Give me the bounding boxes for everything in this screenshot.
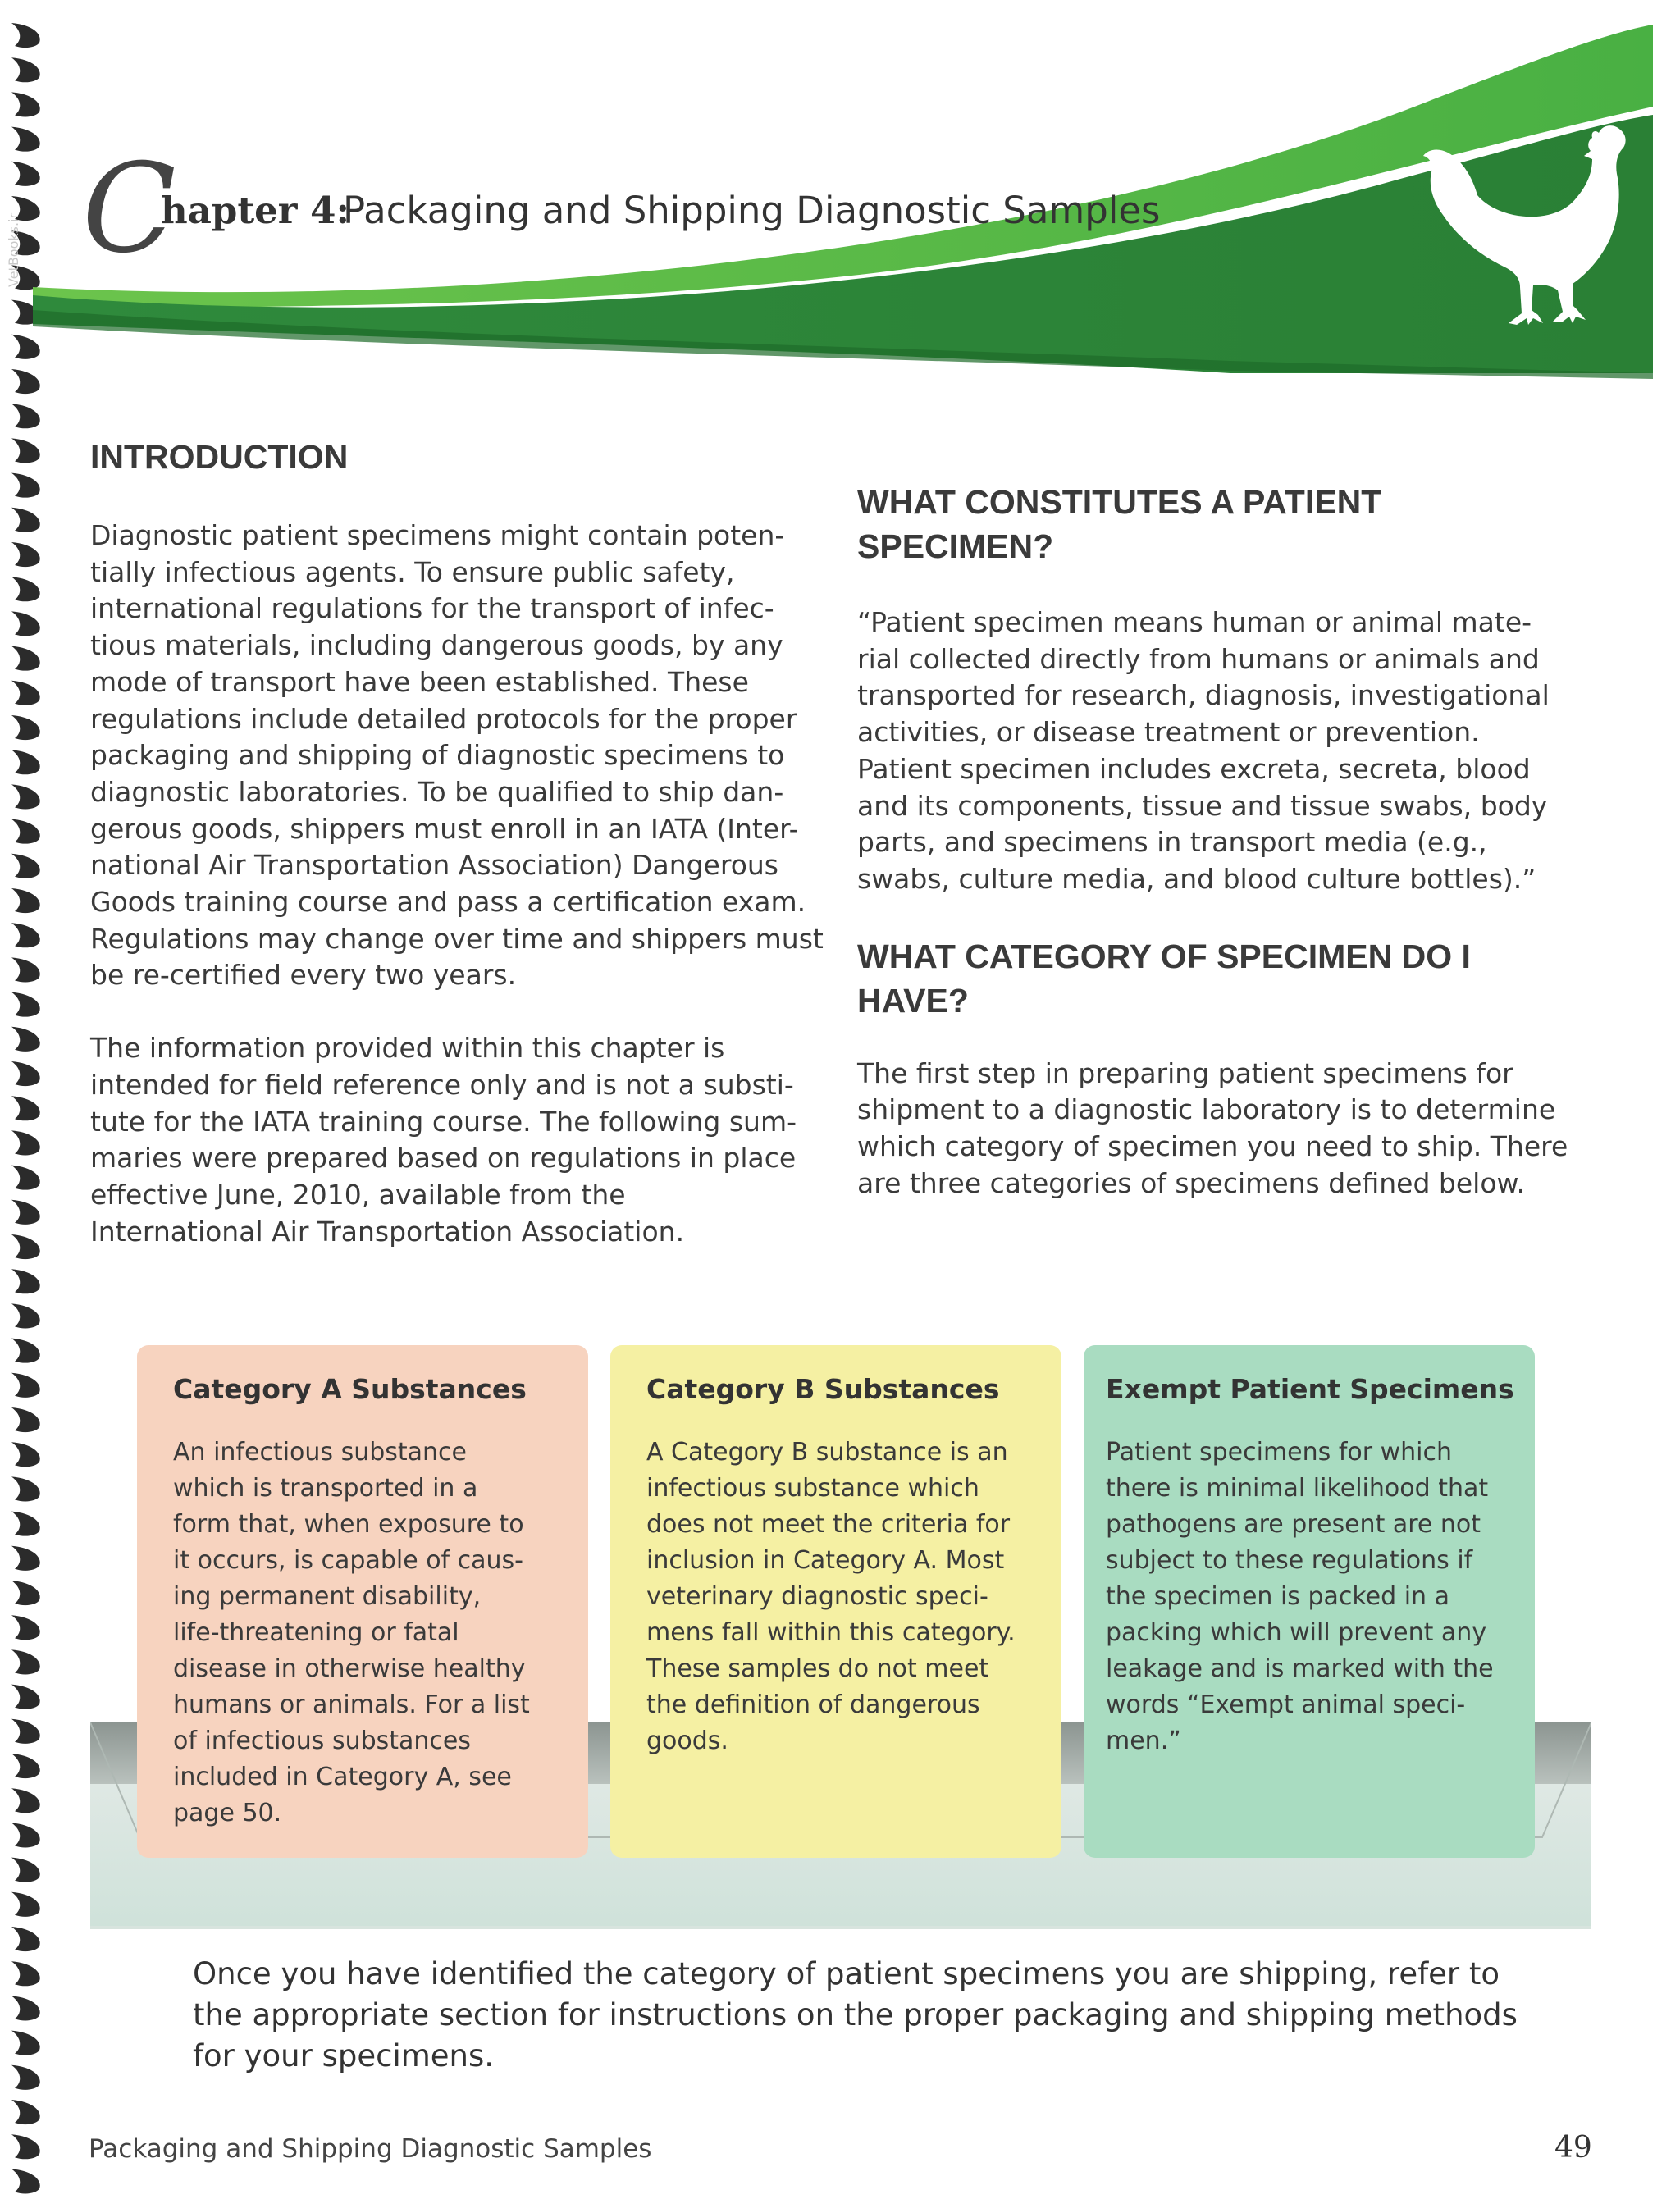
watermark <box>2 189 26 295</box>
text-line: Patient specimen includes excreta, secreta, blood <box>857 752 1531 785</box>
binding-ring <box>11 681 40 705</box>
binding-ring <box>11 1234 40 1259</box>
binding-ring <box>11 508 40 532</box>
card-exempt-text <box>1106 1435 1499 1759</box>
binding-ring <box>11 1512 40 1536</box>
binding-ring <box>11 1373 40 1398</box>
binding-ring <box>11 750 40 774</box>
patient-specimen-heading <box>857 480 1579 568</box>
text-line: tute for the IATA training course. The following sum- <box>90 1105 797 1138</box>
text-line: words “Exempt animal speci- <box>1106 1690 1466 1719</box>
binding-ring <box>11 854 40 878</box>
binding-ring <box>11 715 40 740</box>
binding-ring <box>11 1269 40 1293</box>
binding-ring <box>11 2169 40 2193</box>
text-line: The first step in preparing patient specimens for <box>857 1056 1513 1089</box>
binding-ring <box>11 784 40 809</box>
binding-ring <box>11 1996 40 2020</box>
binding-ring <box>11 1061 40 1086</box>
binding-ring <box>11 1927 40 1951</box>
binding-ring <box>11 1719 40 1744</box>
binding-ring <box>11 473 40 498</box>
text-line: rial collected directly from humans or animals and <box>857 642 1540 675</box>
text-line: it occurs, is capable of caus- <box>173 1546 524 1575</box>
page-number: 49 <box>1554 2131 1592 2165</box>
text-line: ing permanent disability, <box>173 1582 482 1611</box>
text-line: An infectious substance <box>173 1438 467 1467</box>
introduction-paragraph-2 <box>90 1030 829 1250</box>
binding-ring <box>11 1476 40 1501</box>
text-line: Diagnostic patient specimens might contain poten- <box>90 519 785 551</box>
binding-ring <box>11 1754 40 1778</box>
binding-ring <box>11 1407 40 1432</box>
binding-ring <box>11 1823 40 1847</box>
text-line: life-threatening or fatal <box>173 1618 459 1647</box>
text-line: shipment to a diagnostic laboratory is to determine <box>857 1093 1556 1126</box>
text-line: included in Category A, see <box>173 1763 512 1791</box>
card-category-a-title: Category A Substances <box>173 1373 527 1405</box>
introduction-heading: INTRODUCTION <box>90 438 349 476</box>
chapter-title: Packaging and Shipping Diagnostic Samples <box>343 189 1161 232</box>
binding-ring <box>11 1685 40 1709</box>
binding-ring <box>11 1303 40 1328</box>
introduction-section <box>90 435 829 1250</box>
text-line: Once you have identified the category of patient specimens you are shipping, refer to <box>193 1956 1500 1991</box>
text-line: are three categories of specimens defined below. <box>857 1166 1525 1199</box>
text-line: maries were prepared based on regulations in place <box>90 1142 797 1175</box>
binding-ring <box>11 1442 40 1467</box>
text-line: Patient specimens for which <box>1106 1438 1452 1467</box>
text-line: there is minimal likelihood that <box>1106 1474 1489 1503</box>
text-line: packing which will prevent any <box>1106 1618 1487 1647</box>
text-line: SPECIMEN? <box>857 527 1054 565</box>
text-line: packaging and shipping of diagnostic specimens to <box>90 739 785 772</box>
binding-ring <box>11 1858 40 1882</box>
text-line: inclusion in Category A. Most <box>646 1546 1005 1575</box>
text-line: be re-certified every two years. <box>90 959 517 992</box>
card-category-a-text <box>173 1435 552 1832</box>
text-line: transported for research, diagnosis, investigational <box>857 679 1550 712</box>
card-exempt <box>1084 1345 1535 1858</box>
text-line: A Category B substance is an <box>646 1438 1008 1467</box>
text-line: Regulations may change over time and shippers must <box>90 922 824 955</box>
closing-note <box>193 1954 1538 2077</box>
binding-ring <box>11 1961 40 1986</box>
binding-ring <box>11 1615 40 1640</box>
text-line: parts, and specimens in transport media (e.g., <box>857 826 1487 859</box>
text-line: leakage and is marked with the <box>1106 1654 1494 1683</box>
binding-ring <box>11 438 40 463</box>
chapter-initial: C <box>82 138 176 281</box>
text-line: The information provided within this chapter is <box>90 1032 725 1065</box>
category-cards-area <box>90 1329 1591 1932</box>
text-line: pathogens are present are not <box>1106 1510 1481 1539</box>
card-category-b-text <box>646 1435 1025 1759</box>
text-line: mens fall within this category. <box>646 1618 1016 1647</box>
binding-ring <box>11 404 40 428</box>
text-line: men.” <box>1106 1727 1181 1755</box>
text-line: the appropriate section for instructions on the proper packaging and shipping methods <box>193 1997 1518 2032</box>
category-text <box>857 1056 1579 1202</box>
binding-ring <box>11 577 40 601</box>
binding-ring <box>11 542 40 567</box>
binding-ring <box>11 611 40 636</box>
binding-ring <box>11 1200 40 1225</box>
text-line: tially infectious agents. To ensure public safety, <box>90 555 735 588</box>
text-line: humans or animals. For a list <box>173 1690 530 1719</box>
text-line: tious materials, including dangerous goods, by any <box>90 629 783 662</box>
binding-ring <box>11 2065 40 2090</box>
text-line: page 50. <box>173 1799 282 1827</box>
introduction-paragraph-1 <box>90 518 829 994</box>
text-line: does not meet the criteria for <box>646 1510 1011 1539</box>
binding-ring <box>11 1096 40 1120</box>
text-line: goods. <box>646 1727 728 1755</box>
binding-ring <box>11 1649 40 1674</box>
binding-ring <box>11 1546 40 1571</box>
right-column <box>857 480 1579 1202</box>
card-category-b-title: Category B Substances <box>646 1373 1000 1405</box>
binding-ring <box>11 888 40 913</box>
text-line: WHAT CONSTITUTES A PATIENT <box>857 483 1382 521</box>
text-line: national Air Transportation Association) Dangerous <box>90 849 779 882</box>
binding-ring <box>11 1027 40 1052</box>
text-line: veterinary diagnostic speci- <box>646 1582 988 1611</box>
text-line: diagnostic laboratories. To be qualified to ship dan- <box>90 775 784 808</box>
text-line: infectious substance which <box>646 1474 979 1503</box>
text-line: form that, when exposure to <box>173 1510 524 1539</box>
text-line: swabs, culture media, and blood culture bottles).” <box>857 862 1536 895</box>
text-line: These samples do not meet <box>646 1654 989 1683</box>
binding-ring <box>11 1130 40 1155</box>
binding-ring <box>11 2031 40 2055</box>
binding-ring <box>11 957 40 982</box>
text-line: of infectious substances <box>173 1727 472 1755</box>
card-exempt-title: Exempt Patient Specimens <box>1106 1373 1514 1405</box>
text-line: international regulations for the transport of infec- <box>90 592 774 625</box>
text-line: the definition of dangerous <box>646 1690 980 1719</box>
text-line: “Patient specimen means human or animal mate- <box>857 606 1532 638</box>
text-line: HAVE? <box>857 981 969 1020</box>
text-line: Goods training course and pass a certification exam. <box>90 886 806 919</box>
text-line: which category of specimen you need to ship. There <box>857 1130 1568 1163</box>
binding-ring <box>11 923 40 947</box>
card-category-b <box>610 1345 1061 1858</box>
binding-ring <box>11 2134 40 2159</box>
text-line: intended for field reference only and is not a substi- <box>90 1068 794 1101</box>
binding-ring <box>11 1788 40 1813</box>
binding-ring <box>11 819 40 844</box>
binding-ring <box>11 992 40 1017</box>
text-line: the specimen is packed in a <box>1106 1582 1449 1611</box>
text-line: disease in otherwise healthy <box>173 1654 526 1683</box>
text-line: WHAT CATEGORY OF SPECIMEN DO I <box>857 937 1471 975</box>
binding-ring <box>11 1166 40 1190</box>
footer-title: Packaging and Shipping Diagnostic Samples <box>89 2134 652 2164</box>
card-category-a <box>137 1345 588 1858</box>
text-line: subject to these regulations if <box>1106 1546 1473 1575</box>
binding-ring <box>11 646 40 671</box>
binding-ring <box>11 1581 40 1605</box>
watermark-text: VetBooks.ir <box>6 212 21 287</box>
text-line: and its components, tissue and tissue swabs, body <box>857 789 1548 822</box>
text-line: effective June, 2010, available from the <box>90 1178 626 1211</box>
text-line: for your specimens. <box>193 2038 495 2074</box>
text-line: mode of transport have been established. These <box>90 665 749 698</box>
text-line: International Air Transportation Association. <box>90 1215 685 1248</box>
category-heading <box>857 934 1579 1023</box>
text-line: activities, or disease treatment or prevention. <box>857 716 1480 749</box>
text-line: which is transported in a <box>173 1474 478 1503</box>
text-line: regulations include detailed protocols for the proper <box>90 702 797 735</box>
binding-ring <box>11 1339 40 1363</box>
text-line: gerous goods, shippers must enroll in an IATA (Inter- <box>90 812 799 845</box>
chapter-label: hapter 4: <box>161 189 350 232</box>
patient-specimen-quote <box>857 604 1579 898</box>
binding-ring <box>11 1892 40 1917</box>
binding-ring <box>11 2100 40 2124</box>
